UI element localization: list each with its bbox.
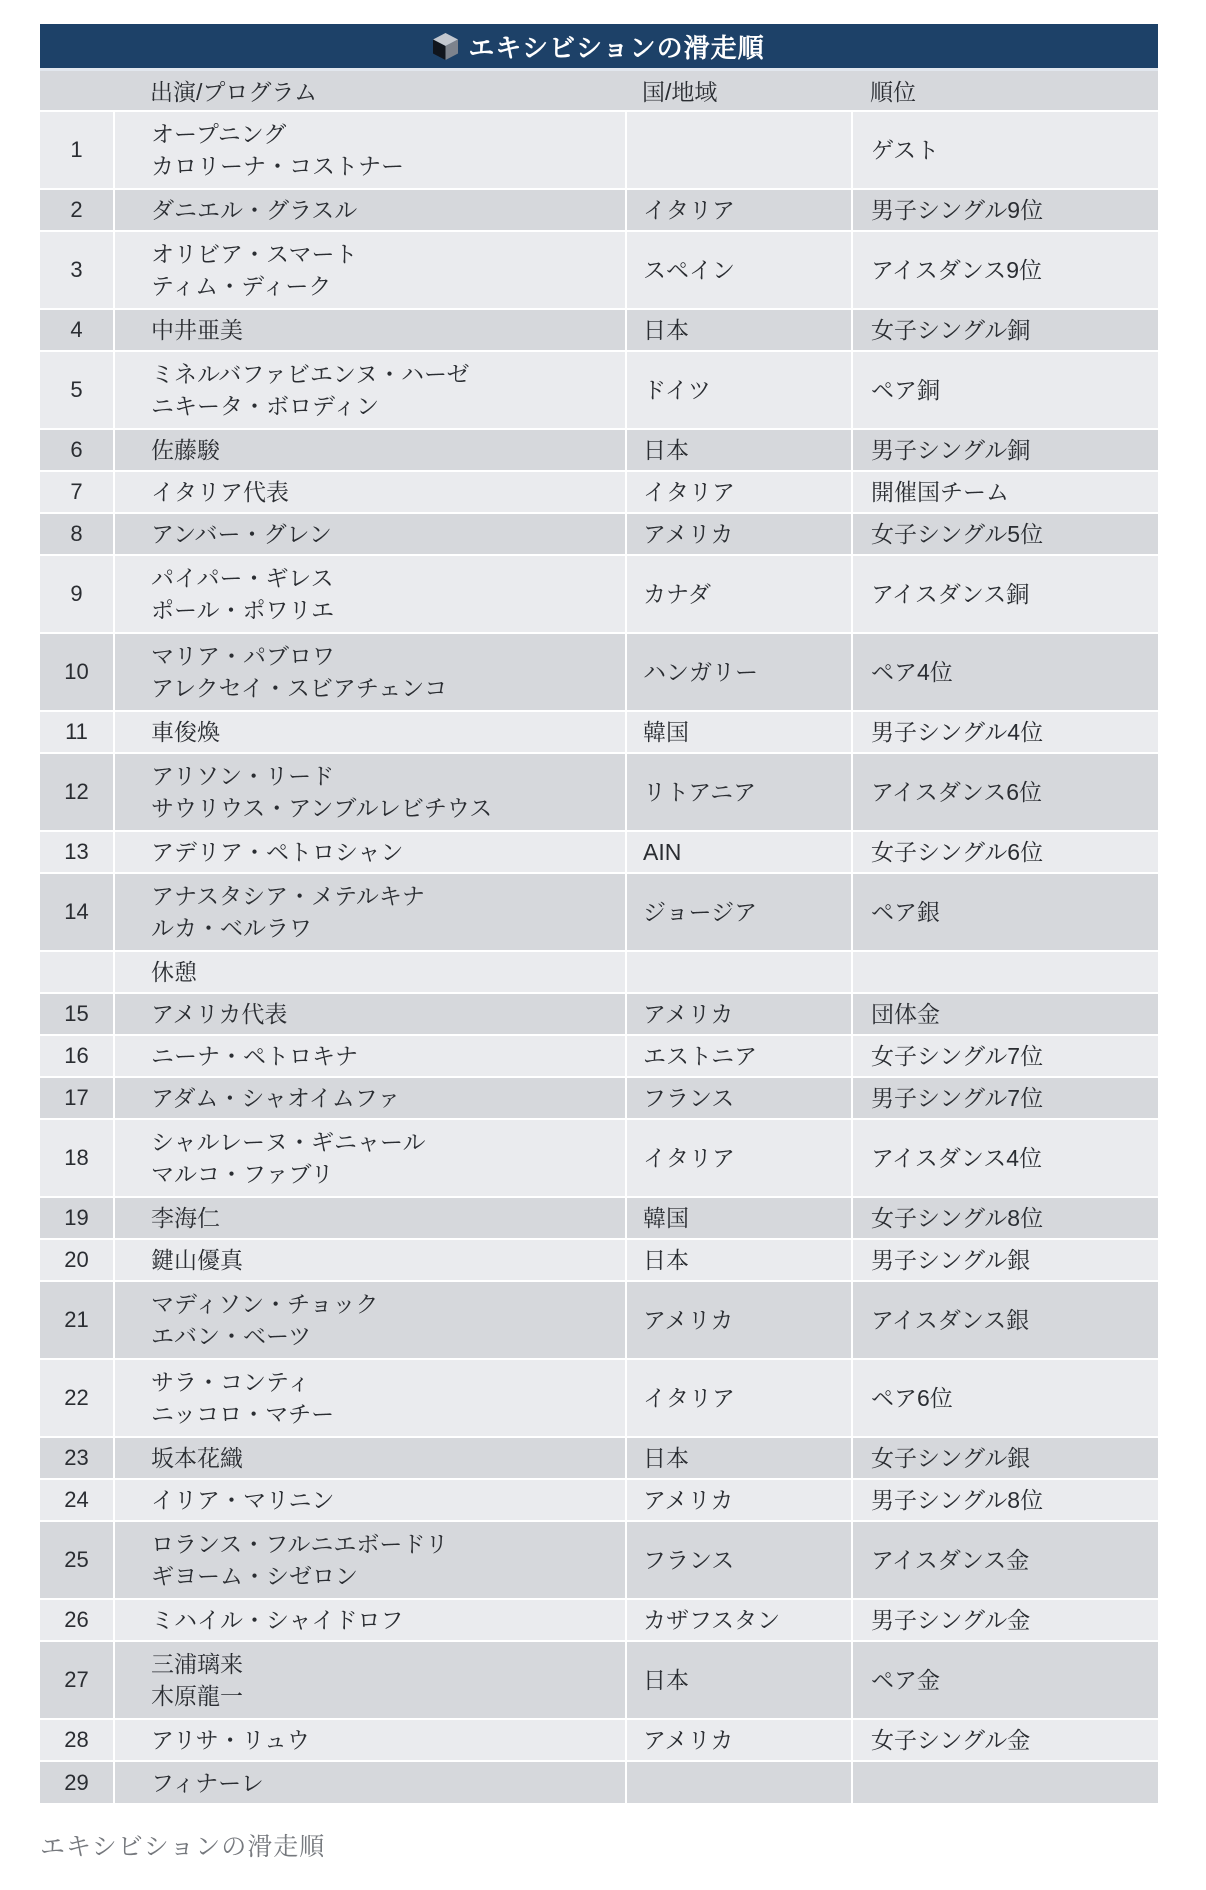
table-row: [40, 831, 1158, 873]
cell-country: イタリア: [626, 1359, 852, 1437]
cell-country: [626, 951, 852, 993]
cube-icon: [433, 33, 458, 60]
table-row: [40, 1437, 1158, 1479]
cell-country: AIN: [626, 831, 852, 873]
cell-country: ジョージア: [626, 873, 852, 951]
table-row: [40, 1281, 1158, 1359]
cell-order-number: 24: [40, 1479, 114, 1521]
cell-performer-program: シャルレーヌ・ギニャール マルコ・ファブリ: [114, 1119, 626, 1197]
table-row: [40, 1077, 1158, 1119]
cell-order-number: 8: [40, 513, 114, 555]
cell-performer-program: アナスタシア・メテルキナ ルカ・ベルラワ: [114, 873, 626, 951]
cell-performer-program: 休憩: [114, 951, 626, 993]
cell-performer-program: イリア・マリニン: [114, 1479, 626, 1521]
table-row: [40, 351, 1158, 429]
cell-order-number: 28: [40, 1719, 114, 1761]
cell-country: カザフスタン: [626, 1599, 852, 1641]
cell-rank: アイスダンス銀: [852, 1281, 1158, 1359]
cell-performer-program: 李海仁: [114, 1197, 626, 1239]
table-row: [40, 1119, 1158, 1197]
cell-country: アメリカ: [626, 1719, 852, 1761]
cell-performer-program: アリソン・リード サウリウス・アンブルレビチウス: [114, 753, 626, 831]
table-row: [40, 555, 1158, 633]
exhibition-order-table: [40, 71, 1158, 1803]
cell-order-number: [40, 951, 114, 993]
table-row: [40, 1035, 1158, 1077]
table-row: [40, 1479, 1158, 1521]
cell-rank: 女子シングル8位: [852, 1197, 1158, 1239]
cell-rank: 女子シングル5位: [852, 513, 1158, 555]
cell-performer-program: ニーナ・ペトロキナ: [114, 1035, 626, 1077]
table-row: [40, 1197, 1158, 1239]
cell-country: 日本: [626, 1437, 852, 1479]
table-row: [40, 633, 1158, 711]
figure-caption: エキシビションの滑走順: [40, 1833, 326, 1861]
cell-performer-program: ダニエル・グラスル: [114, 189, 626, 231]
cell-performer-program: マリア・パブロワ アレクセイ・スビアチェンコ: [114, 633, 626, 711]
cell-rank: 男子シングル9位: [852, 189, 1158, 231]
cell-country: 日本: [626, 429, 852, 471]
cell-rank: 開催国チーム: [852, 471, 1158, 513]
cell-order-number: 14: [40, 873, 114, 951]
cell-order-number: 12: [40, 753, 114, 831]
cell-performer-program: 三浦璃来 木原龍一: [114, 1641, 626, 1719]
table-row: [40, 753, 1158, 831]
table-row: [40, 1599, 1158, 1641]
cell-order-number: 4: [40, 309, 114, 351]
cell-rank: 女子シングル銀: [852, 1437, 1158, 1479]
cell-rank: [852, 951, 1158, 993]
cell-performer-program: パイパー・ギレス ポール・ポワリエ: [114, 555, 626, 633]
cell-country: アメリカ: [626, 513, 852, 555]
cell-rank: 女子シングル金: [852, 1719, 1158, 1761]
cell-country: カナダ: [626, 555, 852, 633]
table-row: [40, 873, 1158, 951]
cell-country: フランス: [626, 1521, 852, 1599]
cell-order-number: 29: [40, 1761, 114, 1803]
cell-performer-program: イタリア代表: [114, 471, 626, 513]
cell-country: 韓国: [626, 1197, 852, 1239]
cell-rank: 団体金: [852, 993, 1158, 1035]
exhibition-order-table-figure: [40, 24, 1158, 1803]
cell-performer-program: オープニング カロリーナ・コストナー: [114, 111, 626, 189]
table-row: [40, 1641, 1158, 1719]
cell-rank: ペア6位: [852, 1359, 1158, 1437]
cell-country: 韓国: [626, 711, 852, 753]
cell-rank: アイスダンス金: [852, 1521, 1158, 1599]
table-row: [40, 309, 1158, 351]
cell-order-number: 15: [40, 993, 114, 1035]
cell-performer-program: フィナーレ: [114, 1761, 626, 1803]
column-header-program: 出演/プログラム: [150, 79, 318, 105]
cell-rank: 女子シングル7位: [852, 1035, 1158, 1077]
cell-order-number: 5: [40, 351, 114, 429]
cell-rank: 女子シングル銅: [852, 309, 1158, 351]
cell-rank: 男子シングル金: [852, 1599, 1158, 1641]
cell-rank: 男子シングル4位: [852, 711, 1158, 753]
cell-country: イタリア: [626, 471, 852, 513]
table-row: [40, 471, 1158, 513]
cell-performer-program: アンバー・グレン: [114, 513, 626, 555]
table-row: [40, 1761, 1158, 1803]
cell-order-number: 16: [40, 1035, 114, 1077]
cell-performer-program: アリサ・リュウ: [114, 1719, 626, 1761]
cell-order-number: 23: [40, 1437, 114, 1479]
cell-performer-program: ロランス・フルニエボードリ ギヨーム・シゼロン: [114, 1521, 626, 1599]
cell-performer-program: サラ・コンティ ニッコロ・マチー: [114, 1359, 626, 1437]
column-header-country: 国/地域: [642, 79, 718, 105]
cell-country: 日本: [626, 309, 852, 351]
table-row: [40, 993, 1158, 1035]
cell-country: スペイン: [626, 231, 852, 309]
table-title: エキシビションの滑走順: [468, 32, 765, 63]
cell-country: ドイツ: [626, 351, 852, 429]
cell-country: エストニア: [626, 1035, 852, 1077]
cell-order-number: 19: [40, 1197, 114, 1239]
table-row: [40, 1719, 1158, 1761]
cell-rank: 男子シングル7位: [852, 1077, 1158, 1119]
cell-country: ハンガリー: [626, 633, 852, 711]
cell-country: フランス: [626, 1077, 852, 1119]
table-title-bar: [40, 24, 1158, 71]
cell-rank: ペア4位: [852, 633, 1158, 711]
cell-performer-program: ミハイル・シャイドロフ: [114, 1599, 626, 1641]
cell-country: アメリカ: [626, 1281, 852, 1359]
cell-country: アメリカ: [626, 1479, 852, 1521]
cell-order-number: 26: [40, 1599, 114, 1641]
table-row: [40, 1521, 1158, 1599]
cell-country: イタリア: [626, 1119, 852, 1197]
column-header-number: [40, 71, 114, 111]
cell-rank: ペア金: [852, 1641, 1158, 1719]
table-row: [40, 189, 1158, 231]
cell-order-number: 6: [40, 429, 114, 471]
cell-order-number: 3: [40, 231, 114, 309]
cell-performer-program: 佐藤駿: [114, 429, 626, 471]
cell-performer-program: 中井亜美: [114, 309, 626, 351]
table-row: [40, 711, 1158, 753]
cell-country: [626, 1761, 852, 1803]
cell-country: [626, 111, 852, 189]
cell-country: 日本: [626, 1239, 852, 1281]
cell-country: 日本: [626, 1641, 852, 1719]
cell-rank: 女子シングル6位: [852, 831, 1158, 873]
cell-order-number: 13: [40, 831, 114, 873]
cell-order-number: 1: [40, 111, 114, 189]
cell-rank: ペア銅: [852, 351, 1158, 429]
cell-rank: 男子シングル8位: [852, 1479, 1158, 1521]
cell-rank: 男子シングル銅: [852, 429, 1158, 471]
table-row: [40, 1239, 1158, 1281]
cell-order-number: 18: [40, 1119, 114, 1197]
cell-rank: 男子シングル銀: [852, 1239, 1158, 1281]
cell-performer-program: オリビア・スマート ティム・ディーク: [114, 231, 626, 309]
cell-rank: アイスダンス9位: [852, 231, 1158, 309]
column-header-rank: 順位: [870, 79, 916, 105]
cell-order-number: 20: [40, 1239, 114, 1281]
cell-order-number: 27: [40, 1641, 114, 1719]
cell-performer-program: マディソン・チョック エバン・ベーツ: [114, 1281, 626, 1359]
cell-order-number: 21: [40, 1281, 114, 1359]
cell-rank: [852, 1761, 1158, 1803]
cell-rank: ゲスト: [852, 111, 1158, 189]
cell-order-number: 17: [40, 1077, 114, 1119]
cell-rank: ペア銀: [852, 873, 1158, 951]
cell-order-number: 7: [40, 471, 114, 513]
cell-country: リトアニア: [626, 753, 852, 831]
cell-performer-program: アダム・シャオイムファ: [114, 1077, 626, 1119]
cell-order-number: 10: [40, 633, 114, 711]
cell-country: アメリカ: [626, 993, 852, 1035]
cell-country: イタリア: [626, 189, 852, 231]
cell-performer-program: アデリア・ペトロシャン: [114, 831, 626, 873]
table-row: [40, 111, 1158, 189]
cell-order-number: 11: [40, 711, 114, 753]
cell-performer-program: ミネルバファビエンヌ・ハーゼ ニキータ・ボロディン: [114, 351, 626, 429]
cell-order-number: 22: [40, 1359, 114, 1437]
table-row: [40, 1359, 1158, 1437]
cell-performer-program: アメリカ代表: [114, 993, 626, 1035]
cell-order-number: 25: [40, 1521, 114, 1599]
cell-rank: アイスダンス銅: [852, 555, 1158, 633]
cell-performer-program: 鍵山優真: [114, 1239, 626, 1281]
cell-performer-program: 坂本花織: [114, 1437, 626, 1479]
cell-rank: アイスダンス6位: [852, 753, 1158, 831]
cell-order-number: 2: [40, 189, 114, 231]
table-row: [40, 951, 1158, 993]
cell-order-number: 9: [40, 555, 114, 633]
cell-rank: アイスダンス4位: [852, 1119, 1158, 1197]
table-row: [40, 231, 1158, 309]
cell-performer-program: 車俊煥: [114, 711, 626, 753]
column-header-row: [40, 71, 1158, 111]
table-row: [40, 429, 1158, 471]
table-row: [40, 513, 1158, 555]
